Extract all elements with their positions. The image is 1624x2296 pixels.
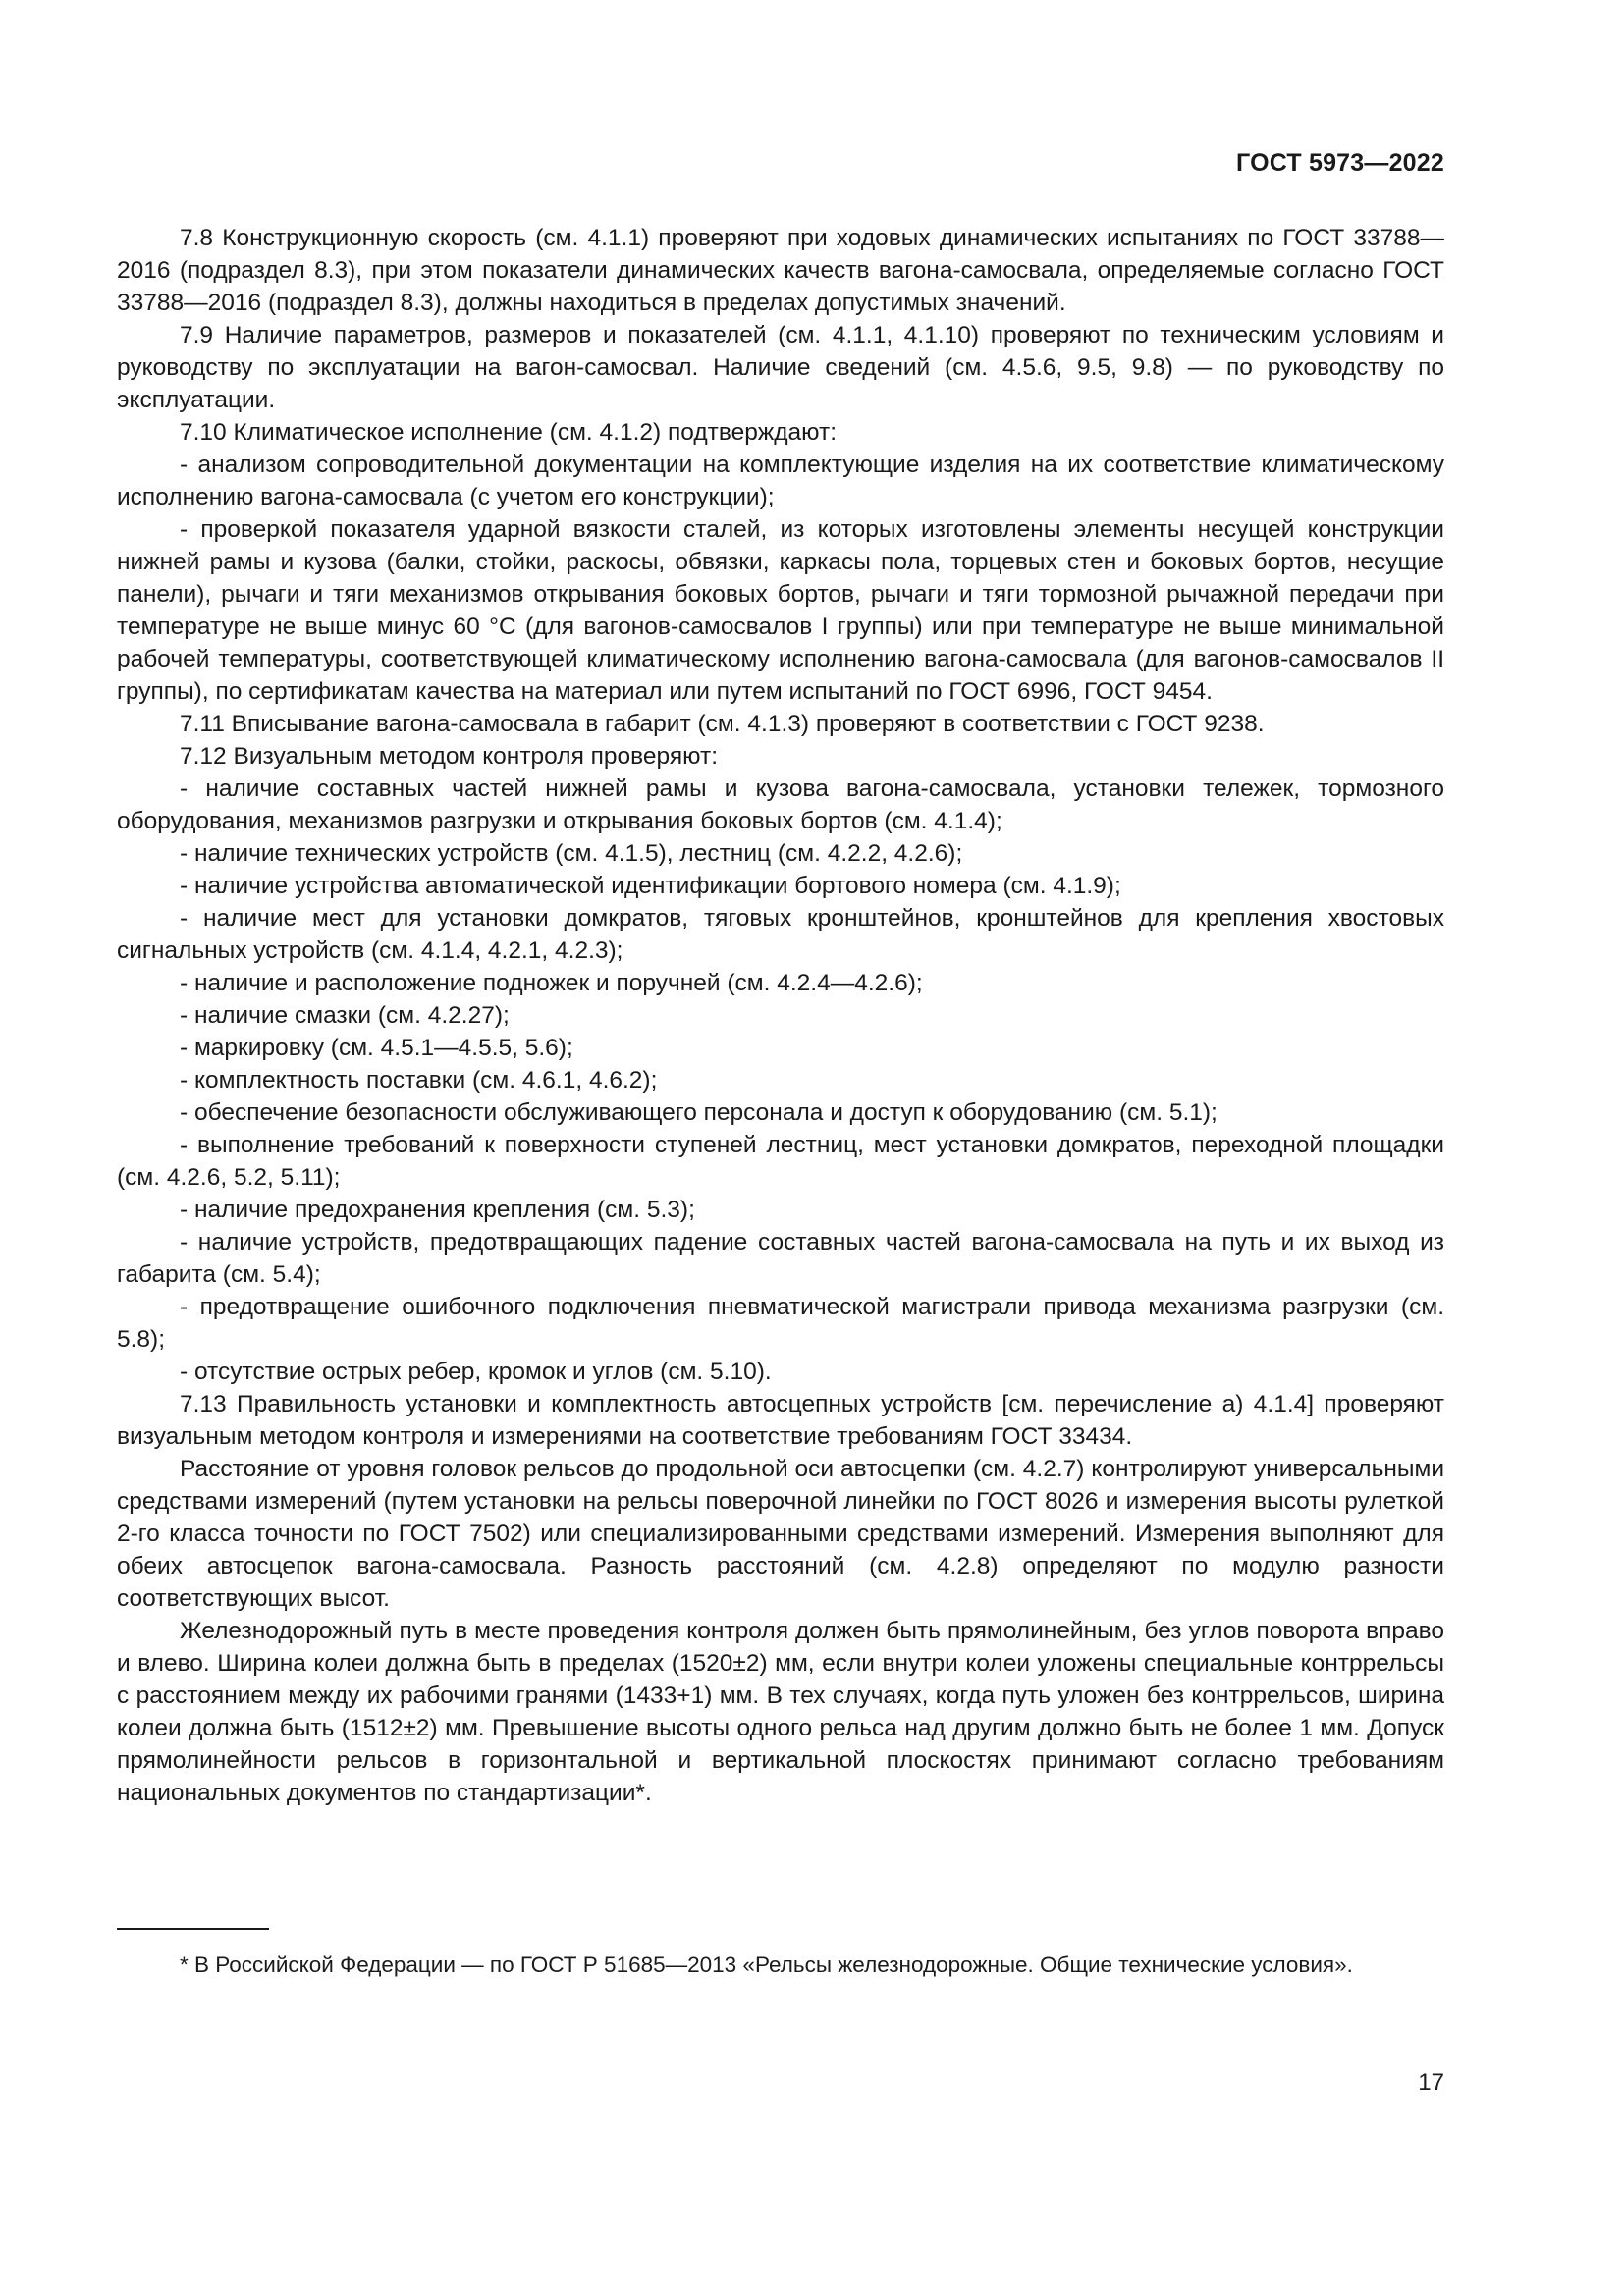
- paragraph: 7.10 Климатическое исполнение (см. 4.1.2) подтверждают:: [180, 419, 838, 446]
- list-item: - отсутствие острых ребер, кромок и углов (см. 5.10).: [180, 1359, 772, 1385]
- paragraph: 7.9 Наличие параметров, размеров и показателей (см. 4.1.1, 4.1.10) проверяют по техническим условиям и руководству по эксплуатации на вагон-самосвал. Наличие сведений (см. 4.5.6, 9.5, 9.8) — по руководству по эксплуатации.: [117, 322, 1444, 413]
- paragraph: Расстояние от уровня головок рельсов до продольной оси автосцепки (см. 4.2.7) контролируют универсальными средствами измерений (путем установки на рельсы поверочной линейки по ГОСТ 8026 и измерения высоты рулеткой 2-го класса точности по ГОСТ 7502) или специализированными средствами измерений. Измерения выполняют для обеих автосцепок вагона-самосвала. Разность расстояний (см. 4.2.8) определяют по модулю разности соответствующих высот.: [117, 1456, 1444, 1612]
- list-item: - наличие устройства автоматической идентификации бортового номера (см. 4.1.9);: [180, 873, 1121, 899]
- list-item: - маркировку (см. 4.5.1—4.5.5, 5.6);: [180, 1035, 573, 1061]
- footnote: * В Российской Федерации — по ГОСТ Р 51685—2013 «Рельсы железнодорожные. Общие технические условия».: [180, 1952, 1353, 1977]
- list-item: - наличие мест для установки домкратов, тяговых кронштейнов, кронштейнов для крепления хвостовых сигнальных устройств (см. 4.1.4, 4.2.1, 4.2.3);: [117, 905, 1444, 964]
- paragraph: 7.13 Правильность установки и комплектность автосцепных устройств [см. перечисление а) 4.1.4] проверяют визуальным методом контроля и измерениями на соответствие требованиям ГОСТ 33434.: [117, 1391, 1444, 1450]
- page-number: 17: [1418, 2069, 1444, 2096]
- list-item: - анализом сопроводительной документации на комплектующие изделия на их соответствие климатическому исполнению вагона-самосвала (с учетом его конструкции);: [117, 452, 1444, 510]
- list-item: - наличие технических устройств (см. 4.1.5), лестниц (см. 4.2.2, 4.2.6);: [180, 840, 963, 867]
- list-item: - наличие составных частей нижней рамы и кузова вагона-самосвала, установки тележек, тормозного оборудования, механизмов разгрузки и открывания боковых бортов (см. 4.1.4);: [117, 775, 1444, 834]
- list-item: - наличие и расположение подножек и поручней (см. 4.2.4—4.2.6);: [180, 970, 923, 996]
- list-item: - комплектность поставки (см. 4.6.1, 4.6.2);: [180, 1067, 658, 1094]
- paragraph: 7.12 Визуальным методом контроля проверяют:: [180, 743, 719, 770]
- paragraph: Железнодорожный путь в месте проведения контроля должен быть прямолинейным, без углов поворота вправо и влево. Ширина колеи должна быть в пределах (1520±2) мм, если внутри колеи уложены специальные контррельсы с расстоянием между их рабочими гранями (1433+1) мм. В тех случаях, когда путь уложен без контррельсов, ширина колеи должна быть (1512±2) мм. Превышение высоты одного рельса над другим должно быть не более 1 мм. Допуск прямолинейности рельсов в горизонтальной и вертикальной плоскостях принимают согласно требованиям национальных документов по стандартизации*.: [117, 1618, 1444, 1806]
- list-item: - обеспечение безопасности обслуживающего персонала и доступ к оборудованию (см. 5.1);: [180, 1099, 1218, 1126]
- document-header: ГОСТ 5973—2022: [1236, 149, 1444, 177]
- footnote-separator: [117, 1928, 269, 1930]
- list-item: - предотвращение ошибочного подключения пневматической магистрали привода механизма разгрузки (см. 5.8);: [117, 1294, 1444, 1353]
- paragraph: 7.11 Вписывание вагона-самосвала в габарит (см. 4.1.3) проверяют в соответствии с ГОСТ 9238.: [180, 711, 1265, 737]
- document-body: [117, 222, 1444, 1809]
- list-item: - проверкой показателя ударной вязкости сталей, из которых изготовлены элементы несущей конструкции нижней рамы и кузова (балки, стойки, раскосы, обвязки, каркасы пола, торцевых стен и боковых бортов, несущие панели), рычаги и тяги механизмов открывания боковых бортов, рычаги и тяги тормозной рычажной передачи при температуре не выше минус 60 °C (для вагонов-самосвалов I группы) или при температуре не выше минимальной рабочей температуры, соответствующей климатическому исполнению вагона-самосвала (для вагонов-самосвалов II группы), по сертификатам качества на материал или путем испытаний по ГОСТ 6996, ГОСТ 9454.: [117, 516, 1444, 705]
- list-item: - наличие смазки (см. 4.2.27);: [180, 1002, 510, 1029]
- list-item: - наличие предохранения крепления (см. 5.3);: [180, 1197, 695, 1223]
- paragraph: 7.8 Конструкционную скорость (см. 4.1.1) проверяют при ходовых динамических испытаниях по ГОСТ 33788—2016 (подраздел 8.3), при этом показатели динамических качеств вагона-самосвала, определяемые согласно ГОСТ 33788—2016 (подраздел 8.3), должны находиться в пределах допустимых значений.: [117, 225, 1444, 316]
- list-item: - выполнение требований к поверхности ступеней лестниц, мест установки домкратов, переходной площадки (см. 4.2.6, 5.2, 5.11);: [117, 1132, 1444, 1191]
- list-item: - наличие устройств, предотвращающих падение составных частей вагона-самосвала на путь и их выход из габарита (см. 5.4);: [117, 1229, 1444, 1288]
